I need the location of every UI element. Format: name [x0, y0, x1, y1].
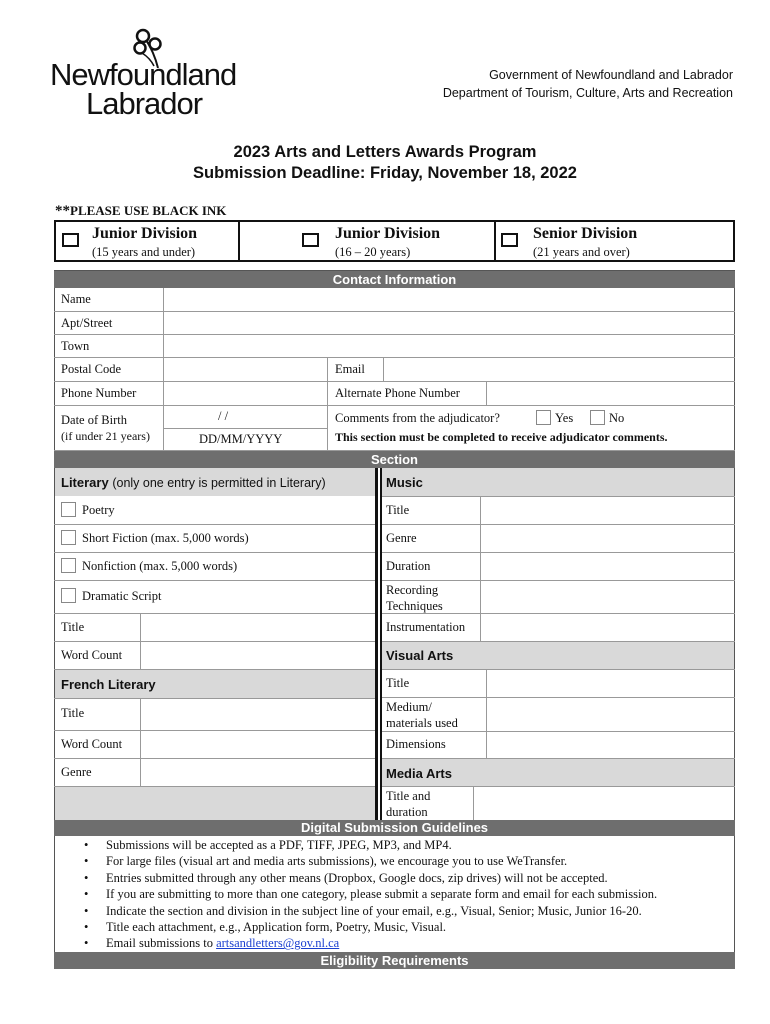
apt-street-field[interactable] — [165, 313, 734, 333]
guideline-item: • If you are submitting to more than one category, please submit a separate form and email for each submission. — [84, 886, 657, 902]
phone-field[interactable] — [165, 383, 326, 404]
division-age: (21 years and over) — [533, 245, 630, 259]
form-title — [0, 142, 770, 184]
name-field[interactable] — [165, 289, 734, 310]
nl-logo — [50, 28, 240, 126]
literary-title-field[interactable] — [142, 615, 374, 640]
department-name: Department of Tourism, Culture, Arts and Recreation — [442, 86, 733, 100]
dob-label: Date of Birth — [61, 413, 127, 427]
guideline-item: • Indicate the section and division in the subject line of your email, e.g., Visual, Senior; Music, Junior 16-20. — [84, 903, 657, 919]
short-fiction-checkbox[interactable] — [61, 530, 76, 545]
music-duration-field[interactable] — [482, 554, 734, 579]
apt-street-label: Apt/Street — [61, 316, 113, 330]
division-selector — [54, 220, 735, 262]
french-title-label: Title — [61, 706, 85, 720]
guideline-item-email — [84, 935, 657, 951]
literary-item: Dramatic Script — [82, 589, 162, 603]
digital-guidelines-header: Digital Submission Guidelines — [54, 820, 735, 836]
guidelines-list — [84, 837, 657, 952]
government-heading — [443, 66, 733, 102]
dob-note: (if under 21 years) — [61, 429, 150, 443]
comments-no-label: No — [609, 411, 625, 425]
government-name: Government of Newfoundland and Labrador — [489, 68, 733, 82]
nonfiction-checkbox[interactable] — [61, 558, 76, 573]
submission-email-link[interactable]: artsandletters@gov.nl.ca — [216, 936, 340, 951]
ink-asterisks: ** — [55, 203, 70, 219]
visual-field-label: Medium/ materials used — [386, 700, 458, 730]
comments-note: This section must be completed to receive adjudicator comments. — [335, 430, 668, 444]
deadline: Submission Deadline: Friday, November 18, 2022 — [193, 164, 577, 182]
alt-phone-label: Alternate Phone Number — [335, 386, 460, 400]
music-heading: Music — [386, 475, 423, 490]
alt-phone-field[interactable] — [488, 383, 734, 404]
town-label: Town — [61, 339, 90, 353]
comments-yes-label: Yes — [555, 411, 574, 425]
poetry-checkbox[interactable] — [61, 502, 76, 517]
literary-word-count-field[interactable] — [142, 643, 374, 668]
town-field[interactable] — [165, 336, 734, 356]
logo-line-1: Newfoundland — [50, 57, 237, 92]
genre-field[interactable] — [142, 760, 374, 785]
postal-code-label: Postal Code — [61, 362, 122, 376]
phone-label: Phone Number — [61, 386, 137, 400]
french-title-field[interactable] — [142, 700, 374, 729]
visual-medium-field[interactable] — [488, 699, 734, 730]
section-header: Section — [54, 451, 735, 468]
guideline-item: • Title each attachment, e.g., Application form, Poetry, Music, Visual. — [84, 919, 657, 935]
guideline-item: • Entries submitted through any other means (Dropbox, Google docs, zip drives) will not be accepted. — [84, 870, 657, 886]
visual-title-field[interactable] — [488, 671, 734, 696]
division-checkbox-senior[interactable] — [501, 233, 518, 247]
literary-word-count-label: Word Count — [61, 648, 123, 662]
visual-field-label: Title — [386, 676, 410, 690]
comments-no-checkbox[interactable] — [590, 410, 605, 425]
french-word-count-label: Word Count — [61, 737, 123, 751]
music-field-label: Title — [386, 503, 410, 517]
visual-field-label: Dimensions — [386, 737, 446, 751]
literary-title-label: Title — [61, 620, 85, 634]
french-literary-heading: French Literary — [61, 677, 156, 692]
literary-item: Poetry — [82, 503, 115, 517]
division-age: (16 – 20 years) — [335, 245, 411, 259]
dob-input[interactable]: / / — [218, 409, 229, 423]
postal-code-field[interactable] — [165, 359, 326, 380]
division-name: Senior Division — [533, 225, 638, 242]
eligibility-header: Eligibility Requirements — [54, 952, 735, 969]
literary-item: Short Fiction (max. 5,000 words) — [82, 531, 249, 545]
division-name: Junior Division — [335, 225, 441, 242]
email-label: Email — [335, 362, 365, 376]
music-field-label: Recording Techniques — [386, 583, 443, 613]
guideline-item: • For large files (visual art and media arts submissions), we encourage you to use WeTransfer. — [84, 853, 657, 869]
genre-label: Genre — [61, 765, 92, 779]
media-field-label: Title and duration — [386, 789, 431, 819]
ink-instruction — [55, 203, 226, 220]
music-field-label: Duration — [386, 559, 431, 573]
empty-shaded-cell — [55, 787, 375, 820]
division-age: (15 years and under) — [92, 245, 196, 259]
music-field-label: Instrumentation — [386, 620, 466, 634]
literary-item: Nonfiction (max. 5,000 words) — [82, 559, 238, 573]
logo-line-2: Labrador — [86, 86, 203, 121]
literary-note: (only one entry is permitted in Literary) — [112, 476, 326, 490]
division-checkbox-junior-15[interactable] — [62, 233, 79, 247]
literary-heading — [61, 475, 326, 490]
division-checkbox-junior-16-20[interactable] — [302, 233, 319, 247]
program-title: 2023 Arts and Letters Awards Program — [233, 143, 537, 161]
media-arts-heading: Media Arts — [386, 766, 452, 781]
music-title-field[interactable] — [482, 498, 734, 523]
dob-format: DD/MM/YYYY — [199, 432, 283, 446]
email-field[interactable] — [385, 359, 734, 380]
media-title-duration-field[interactable] — [475, 788, 734, 819]
visual-dimensions-field[interactable] — [488, 733, 734, 757]
ink-text: PLEASE USE BLACK INK — [70, 203, 227, 218]
music-recording-field[interactable] — [482, 582, 734, 612]
comments-question: Comments from the adjudicator? — [335, 411, 500, 425]
guideline-item: • Submissions will be accepted as a PDF, TIFF, JPEG, MP3, and MP4. — [84, 837, 657, 853]
french-word-count-field[interactable] — [142, 732, 374, 757]
literary-title: Literary — [61, 475, 109, 490]
comments-yes-checkbox[interactable] — [536, 410, 551, 425]
division-name: Junior Division — [92, 225, 198, 242]
email-prefix: Email submissions to — [106, 936, 213, 951]
music-field-label: Genre — [386, 531, 417, 545]
music-instrumentation-field[interactable] — [482, 615, 734, 640]
visual-arts-heading: Visual Arts — [386, 648, 454, 663]
contact-header: Contact Information — [54, 271, 735, 288]
dramatic-script-checkbox[interactable] — [61, 588, 76, 603]
music-genre-field[interactable] — [482, 526, 734, 551]
name-label: Name — [61, 292, 91, 306]
